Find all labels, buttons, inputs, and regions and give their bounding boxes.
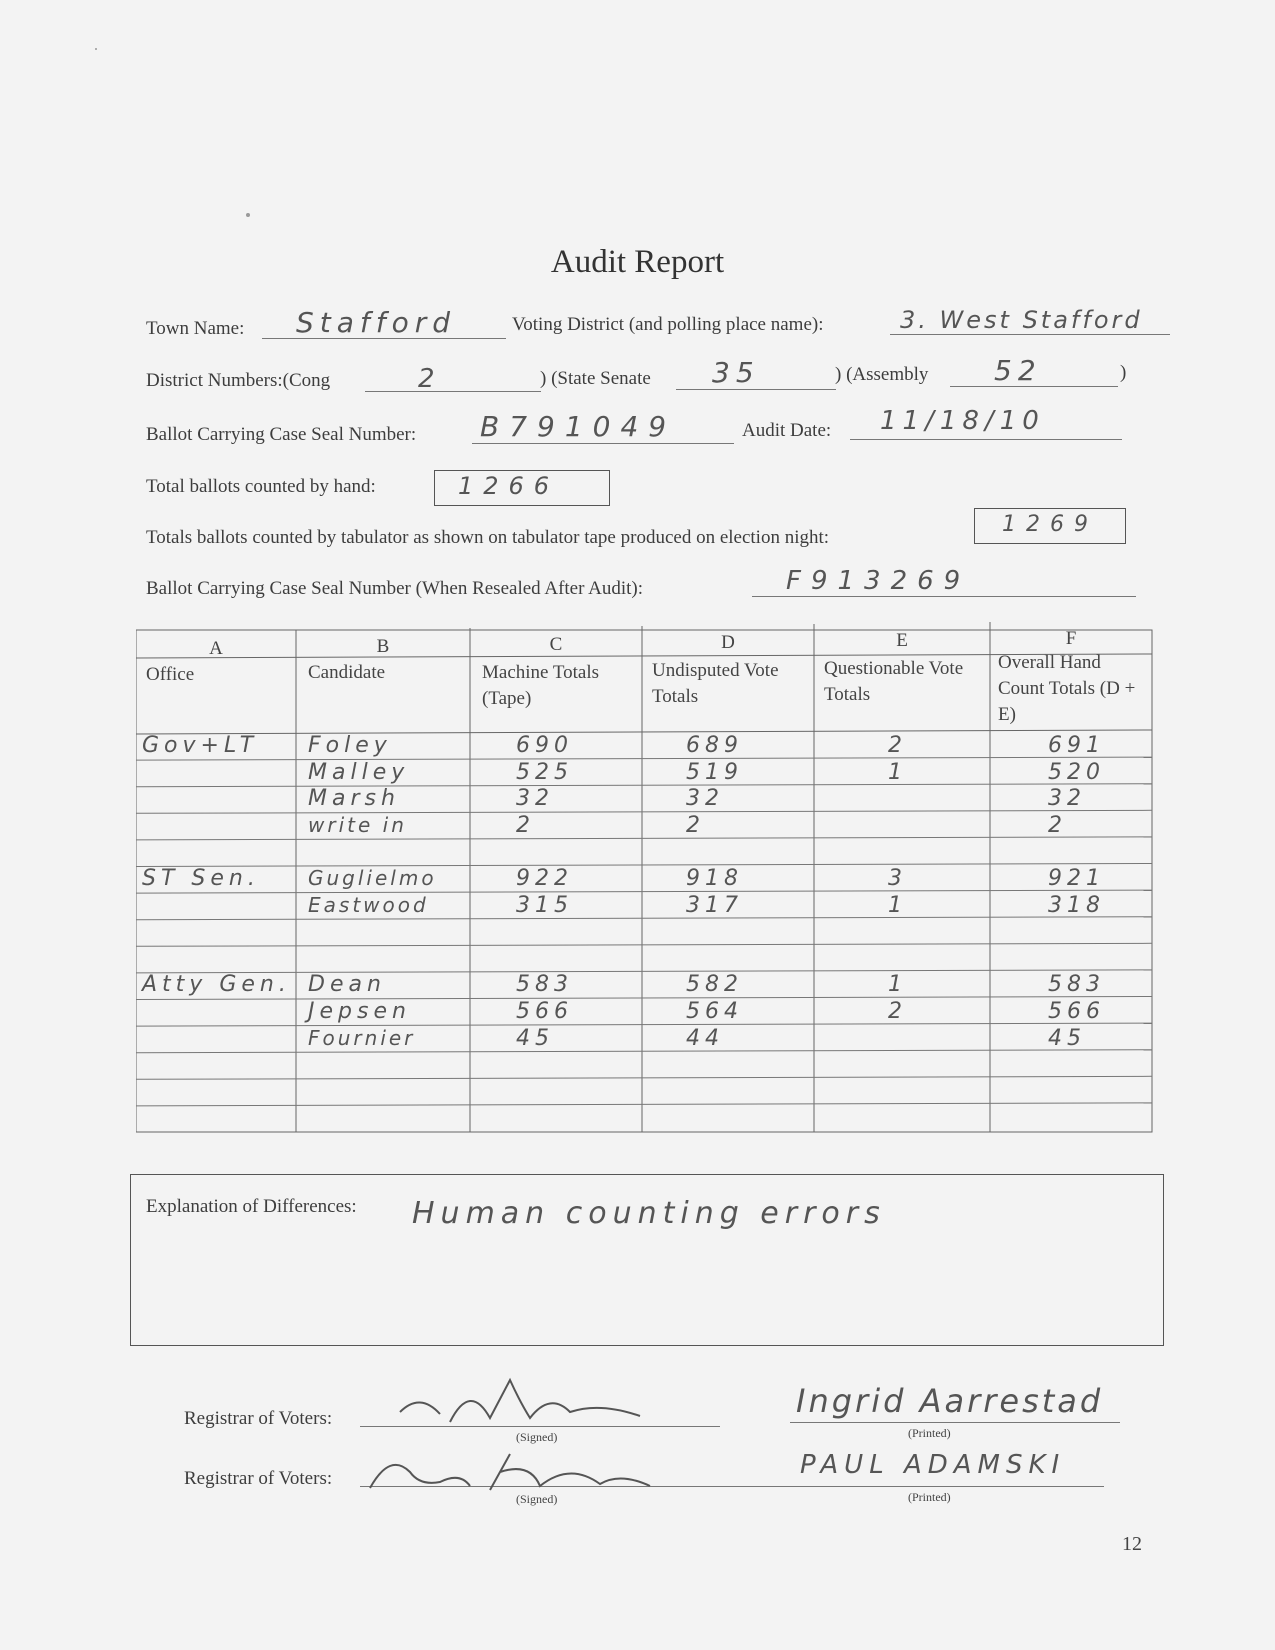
candidate-value: Jepsen <box>308 999 411 1024</box>
overall-value: 2 <box>1048 812 1067 838</box>
candidate-value: Eastwood <box>308 892 429 917</box>
town-name-label: Town Name: <box>146 318 245 339</box>
table-row-line <box>136 943 1152 946</box>
machine-value: 315 <box>516 892 573 918</box>
questionable-value: 2 <box>888 999 907 1024</box>
table-row-line <box>136 890 1152 893</box>
machine-value: 690 <box>516 733 573 758</box>
undisputed-value: 564 <box>686 999 743 1024</box>
undisputed-value: 582 <box>686 972 743 998</box>
voting-district-value: 3. West Stafford <box>900 306 1143 334</box>
col-letter-d: D <box>721 632 735 653</box>
cong-line <box>365 391 541 392</box>
undisputed-value: 918 <box>686 866 743 891</box>
undisputed-value: 2 <box>686 812 705 838</box>
scan-speck <box>95 48 97 50</box>
printed-label-1: (Printed) <box>908 1426 951 1440</box>
overall-value: 318 <box>1048 892 1105 918</box>
state-senate-value: 35 <box>712 356 760 389</box>
col-header-office: Office <box>146 664 195 685</box>
machine-value: 566 <box>516 999 573 1024</box>
machine-value: 32 <box>516 786 554 812</box>
state-senate-line <box>676 389 836 390</box>
table-row-line <box>136 1023 1152 1026</box>
printed-name-1: Ingrid Aarrestad <box>796 1382 1104 1420</box>
office-value: Gov+LT <box>142 733 259 758</box>
overall-value: 921 <box>1048 866 1105 891</box>
candidate-value: write in <box>308 812 407 837</box>
reseal-number-label: Ballot Carrying Case Seal Number (When Resealed After Audit): <box>146 578 644 599</box>
table-row-line <box>136 1103 1152 1106</box>
col-header-machine-totals: Machine Totals (Tape) <box>482 662 600 709</box>
hand-total-value: 1266 <box>458 472 560 500</box>
undisputed-value: 32 <box>686 786 724 812</box>
printed-label-2: (Printed) <box>908 1490 951 1504</box>
signed-label-1: (Signed) <box>516 1430 558 1444</box>
col-letter-a: A <box>209 638 223 659</box>
candidate-value: Malley <box>308 759 410 785</box>
seal-number-line <box>472 443 734 444</box>
questionable-value: 1 <box>888 759 907 785</box>
table-row-line <box>136 757 1152 760</box>
audit-date-value: 11/18/10 <box>880 406 1045 436</box>
table-row-line <box>136 1076 1152 1079</box>
signed-label-2: (Signed) <box>516 1492 558 1506</box>
machine-value: 583 <box>516 972 573 998</box>
state-senate-label: ) (State Senate <box>540 368 651 389</box>
page-number: 12 <box>1122 1533 1142 1555</box>
table-row-line <box>136 784 1152 787</box>
col-header-questionable: Questionable Vote Totals <box>824 658 964 705</box>
audit-table <box>136 620 1154 1134</box>
overall-value: 45 <box>1048 1025 1086 1051</box>
col-header-overall: Overall Hand Count Totals (D + E) <box>998 652 1136 725</box>
voting-district-line <box>890 334 1170 335</box>
printed-line-1 <box>790 1422 1120 1423</box>
audit-date-label: Audit Date: <box>742 420 832 441</box>
hand-total-label: Total ballots counted by hand: <box>146 476 376 497</box>
overall-value: 32 <box>1048 786 1086 812</box>
registrar-label-1: Registrar of Voters: <box>184 1408 333 1429</box>
voting-district-label: Voting District (and polling place name): <box>512 314 824 335</box>
table-row-line <box>136 917 1152 920</box>
questionable-value: 2 <box>888 733 907 758</box>
machine-value: 2 <box>516 812 535 838</box>
col-header-undisputed: Undisputed Vote Totals <box>652 660 779 707</box>
town-name-value: Stafford <box>296 306 457 339</box>
table-row-line <box>136 1050 1152 1053</box>
candidate-value: Fournier <box>308 1025 416 1050</box>
machine-value: 525 <box>516 759 573 785</box>
col-letter-b: B <box>376 636 390 657</box>
col-header-candidate: Candidate <box>308 662 386 683</box>
cong-value: 2 <box>418 364 441 394</box>
table-row-line <box>136 837 1152 840</box>
tabulator-total-label: Totals ballots counted by tabulator as shown on tabulator tape produced on election night: <box>146 527 830 548</box>
assembly-value: 52 <box>994 354 1042 387</box>
machine-value: 45 <box>516 1025 554 1051</box>
overall-value: 566 <box>1048 999 1105 1024</box>
printed-name-2: PAUL ADAMSKI <box>800 1450 1066 1480</box>
candidate-value: Marsh <box>308 786 400 812</box>
tabulator-total-value: 1269 <box>1002 512 1098 537</box>
questionable-value: 1 <box>888 892 907 918</box>
audit-date-line <box>850 439 1122 440</box>
col-letter-e: E <box>896 630 908 651</box>
candidate-value: Guglielmo <box>308 866 437 890</box>
seal-number-label: Ballot Carrying Case Seal Number: <box>146 424 417 445</box>
overall-value: 520 <box>1048 759 1105 785</box>
page-title: Audit Report <box>550 244 725 280</box>
seal-number-value: B791049 <box>480 410 677 443</box>
explanation-value: Human counting errors <box>412 1196 886 1231</box>
district-numbers-label: District Numbers:(Cong <box>146 370 331 391</box>
col-letter-f: F <box>1065 628 1077 649</box>
office-value: Atty Gen. <box>142 972 291 998</box>
scan-speck <box>246 213 250 217</box>
registrar-label-2: Registrar of Voters: <box>184 1468 333 1489</box>
signature-1 <box>380 1372 680 1432</box>
questionable-value: 3 <box>888 866 907 891</box>
assembly-close: ) <box>1120 362 1127 383</box>
questionable-value: 1 <box>888 972 907 998</box>
table-row-line <box>136 810 1152 813</box>
undisputed-value: 317 <box>686 892 743 918</box>
candidate-value: Dean <box>308 972 386 998</box>
overall-value: 691 <box>1048 733 1105 758</box>
table-row-line <box>136 864 1152 867</box>
machine-value: 922 <box>516 866 573 891</box>
reseal-number-value: F913269 <box>786 566 971 596</box>
assembly-label: ) (Assembly <box>835 364 929 385</box>
col-letter-c: C <box>549 634 563 655</box>
overall-value: 583 <box>1048 972 1105 998</box>
reseal-number-line <box>752 596 1136 597</box>
office-value: ST Sen. <box>142 866 260 891</box>
undisputed-value: 519 <box>686 759 743 785</box>
undisputed-value: 44 <box>686 1025 724 1051</box>
explanation-label: Explanation of Differences: <box>146 1196 357 1217</box>
candidate-value: Foley <box>308 733 392 758</box>
undisputed-value: 689 <box>686 733 743 758</box>
